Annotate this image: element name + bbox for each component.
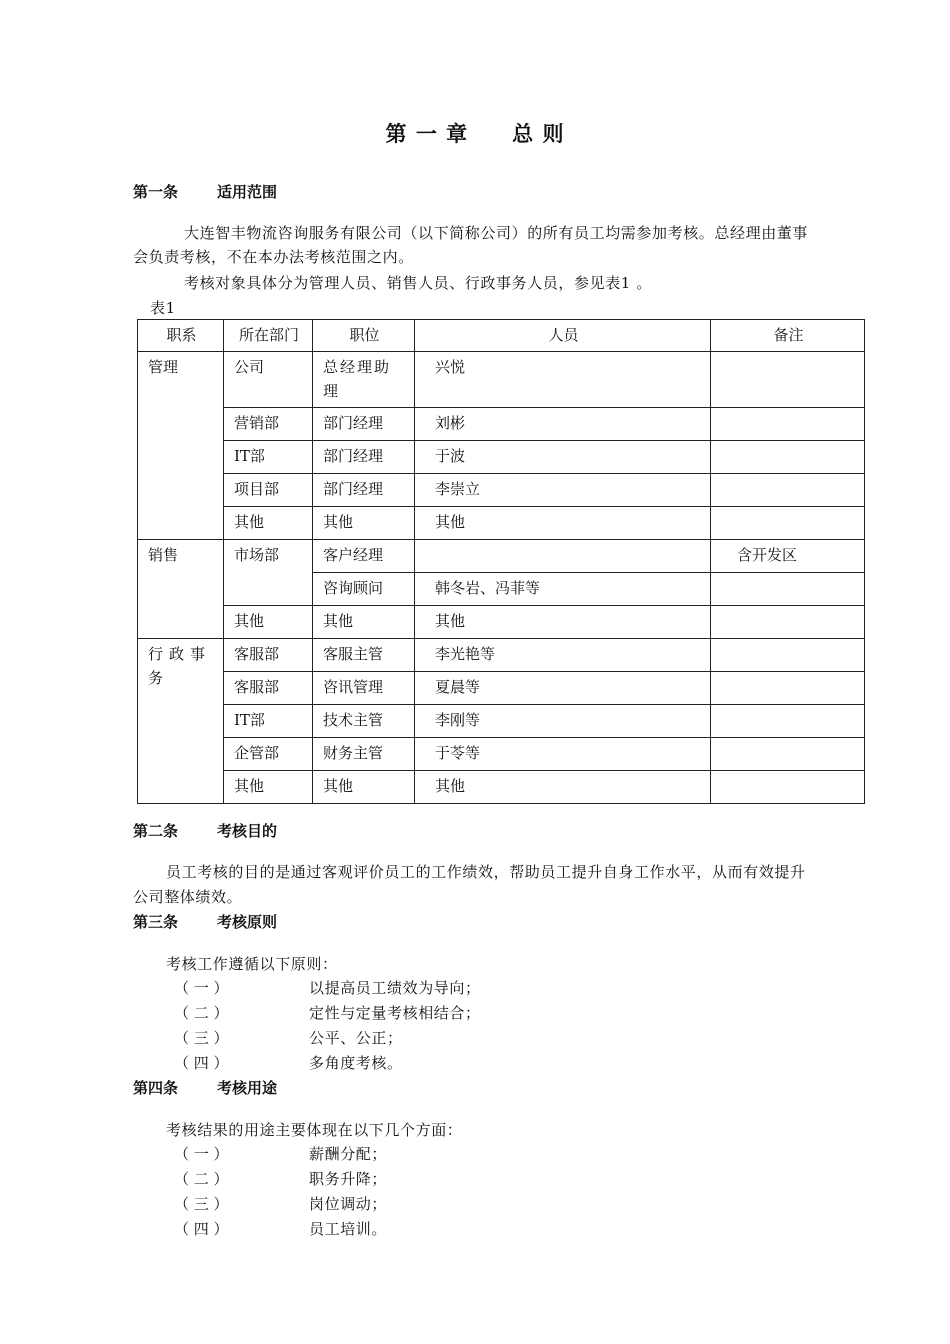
section-heading-3: [133, 911, 277, 932]
table-row: [138, 672, 865, 705]
position-cell: 部门经理: [313, 474, 415, 507]
list-numeral: （ 四 ）: [174, 1220, 229, 1238]
position-cell: 部门经理: [313, 408, 415, 441]
series-text: 行政事务: [148, 645, 212, 687]
paragraph-line: 考核工作遵循以下原则：: [166, 955, 338, 973]
column-header: 所在部门: [224, 320, 313, 352]
note-cell: [711, 639, 865, 672]
dept-cell: 客服部: [224, 672, 313, 705]
person-cell: 于波: [415, 441, 711, 474]
list-text: 员工培训。: [309, 1220, 388, 1238]
list-numeral: （ 三 ）: [174, 1195, 229, 1213]
section-label: 第二条: [133, 822, 179, 840]
person-cell: 兴悦: [415, 352, 711, 408]
section-heading-1: [133, 181, 277, 202]
position-cell: 客户经理: [313, 540, 415, 573]
dept-cell: 其他: [224, 771, 313, 804]
person-cell: 其他: [415, 771, 711, 804]
person-cell: 李刚等: [415, 705, 711, 738]
table-row: [138, 639, 865, 672]
note-cell: [711, 441, 865, 474]
table-row: [138, 771, 865, 804]
list-item: [174, 1193, 387, 1214]
dept-cell: 其他: [224, 507, 313, 540]
paragraph-line: 考核结果的用途主要体现在以下几个方面：: [166, 1121, 463, 1139]
note-cell: [711, 507, 865, 540]
person-cell: 其他: [415, 606, 711, 639]
note-cell: [711, 705, 865, 738]
dept-cell: 客服部: [224, 639, 313, 672]
position-cell: 技术主管: [313, 705, 415, 738]
section-heading-4: [133, 1077, 277, 1098]
list-item: [174, 1002, 481, 1023]
person-cell: [415, 540, 711, 573]
list-text: 薪酬分配；: [309, 1145, 388, 1163]
list-numeral: （ 一 ）: [174, 979, 229, 997]
paragraph-line: 公司整体绩效。: [133, 888, 243, 906]
column-header: 备注: [711, 320, 865, 352]
dept-cell: 公司: [224, 352, 313, 408]
list-item: [174, 1027, 403, 1048]
paragraph-line: 员工考核的目的是通过客观评价员工的工作绩效，帮助员工提升自身工作水平，从而有效提升: [166, 863, 806, 881]
person-cell: 夏晨等: [415, 672, 711, 705]
dept-cell: 其他: [224, 606, 313, 639]
position-text: 总经理助理: [323, 358, 392, 400]
section-label: 第三条: [133, 913, 179, 931]
list-text: 以提高员工绩效为导向；: [309, 979, 481, 997]
list-numeral: （ 一 ）: [174, 1145, 229, 1163]
table-row: [138, 352, 865, 408]
note-cell: [711, 672, 865, 705]
position-cell: 其他: [313, 771, 415, 804]
column-header: 职系: [138, 320, 224, 352]
list-item: [174, 977, 481, 998]
position-cell: 部门经理: [313, 441, 415, 474]
dept-cell: 市场部: [224, 540, 313, 606]
person-cell: 李崇立: [415, 474, 711, 507]
note-cell: [711, 771, 865, 804]
section-label: 第四条: [133, 1079, 179, 1097]
table-row: [138, 474, 865, 507]
position-cell: [313, 352, 415, 408]
section-title: 考核目的: [217, 822, 278, 840]
note-cell: [711, 352, 865, 408]
table-row: [138, 738, 865, 771]
column-header: 职位: [313, 320, 415, 352]
series-cell: [138, 639, 224, 804]
dept-cell: 项目部: [224, 474, 313, 507]
column-header: 人员: [415, 320, 711, 352]
note-cell: [711, 408, 865, 441]
table-row: [138, 540, 865, 573]
position-cell: 财务主管: [313, 738, 415, 771]
table-row: [138, 441, 865, 474]
table-row: [138, 606, 865, 639]
table-row: [138, 507, 865, 540]
position-cell: 其他: [313, 606, 415, 639]
paragraph-line: 大连智丰物流咨询服务有限公司（以下简称公司）的所有员工均需参加考核。总经理由董事: [184, 224, 809, 242]
person-cell: 刘彬: [415, 408, 711, 441]
list-item: [174, 1218, 387, 1239]
list-numeral: （ 二 ）: [174, 1004, 229, 1022]
list-text: 定性与定量考核相结合；: [309, 1004, 481, 1022]
list-text: 多角度考核。: [309, 1054, 403, 1072]
chapter-title: [0, 118, 950, 148]
chapter-number: 第 一 章: [385, 122, 469, 146]
section-title: 考核原则: [217, 913, 278, 931]
list-text: 公平、公正；: [309, 1029, 403, 1047]
note-cell: [711, 606, 865, 639]
list-text: 岗位调动；: [309, 1195, 388, 1213]
section-heading-2: [133, 820, 277, 841]
position-cell: 客服主管: [313, 639, 415, 672]
list-numeral: （ 四 ）: [174, 1054, 229, 1072]
section-label: 第一条: [133, 183, 179, 201]
series-cell: 销售: [138, 540, 224, 639]
person-cell: 其他: [415, 507, 711, 540]
staff-table: [137, 319, 865, 804]
position-cell: 咨询顾问: [313, 573, 415, 606]
paragraph-line: 考核对象具体分为管理人员、销售人员、行政事务人员，参见表1 。: [184, 274, 652, 292]
list-item: [174, 1143, 387, 1164]
table-header-row: [138, 320, 865, 352]
list-item: [174, 1052, 403, 1073]
person-cell: 李光艳等: [415, 639, 711, 672]
note-cell: [711, 474, 865, 507]
list-item: [174, 1168, 387, 1189]
dept-cell: IT部: [224, 441, 313, 474]
section-title: 考核用途: [217, 1079, 278, 1097]
section-title: 适用范围: [217, 183, 278, 201]
list-numeral: （ 二 ）: [174, 1170, 229, 1188]
paragraph-line: 会负责考核，不在本办法考核范围之内。: [133, 248, 414, 266]
list-numeral: （ 三 ）: [174, 1029, 229, 1047]
dept-cell: 营销部: [224, 408, 313, 441]
position-cell: 其他: [313, 507, 415, 540]
note-cell: 含开发区: [711, 540, 865, 573]
dept-cell: IT部: [224, 705, 313, 738]
table-caption: 表1: [150, 299, 176, 317]
list-text: 职务升降；: [309, 1170, 388, 1188]
person-cell: 韩冬岩、冯菲等: [415, 573, 711, 606]
person-cell: 于苓等: [415, 738, 711, 771]
series-cell: 管理: [138, 352, 224, 540]
position-cell: 咨讯管理: [313, 672, 415, 705]
chapter-name: 总 则: [512, 122, 565, 146]
dept-cell: 企管部: [224, 738, 313, 771]
note-cell: [711, 738, 865, 771]
table-row: [138, 705, 865, 738]
table-row: [138, 408, 865, 441]
note-cell: [711, 573, 865, 606]
